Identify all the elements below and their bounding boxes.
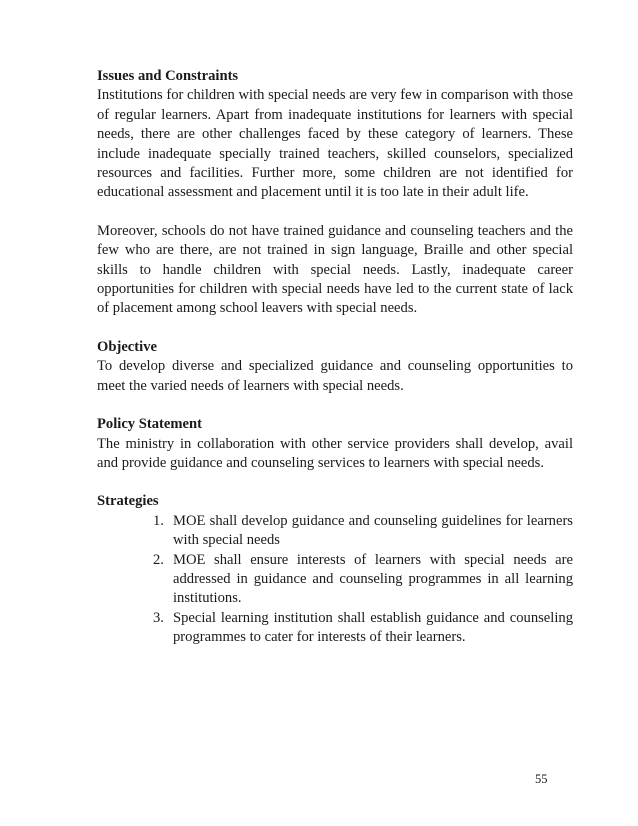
strategies-list bbox=[97, 512, 573, 648]
spacer bbox=[97, 396, 573, 415]
objective-paragraph: To develop diverse and specialized guidance and counseling opportunities to meet the varied needs of learners with special needs. bbox=[97, 358, 573, 394]
list-item-number: 3. bbox=[153, 609, 164, 626]
list-item-text: MOE shall develop guidance and counseling guidelines for learners with special needs bbox=[173, 512, 573, 549]
list-item bbox=[97, 551, 573, 609]
spacer bbox=[97, 473, 573, 492]
policy-heading: Policy Statement bbox=[97, 416, 202, 433]
page-number: 55 bbox=[535, 772, 548, 786]
issues-paragraph-2: Moreover, schools do not have trained guidance and counseling teachers and the few who are there, are not trained in sign language, Braille and other special skills to handle children with special needs. Lastly, inadequate career opportunities for children with special needs have led to the current state of lack of placement among school leavers with special needs. bbox=[97, 222, 573, 317]
policy-paragraph: The ministry in collaboration with other service providers shall develop, avail and provide guidance and counseling services to learners with special needs. bbox=[97, 435, 573, 471]
spacer bbox=[97, 203, 573, 222]
list-item bbox=[97, 512, 573, 551]
list-item-text: MOE shall ensure interests of learners with special needs are addressed in guidance and counseling programmes in all learning institutions. bbox=[173, 551, 573, 607]
list-item-text: Special learning institution shall establish guidance and counseling programmes to cater for interests of their learners. bbox=[173, 609, 573, 646]
list-item-number: 2. bbox=[153, 551, 164, 568]
spacer bbox=[97, 319, 573, 338]
issues-paragraph-1: Institutions for children with special needs are very few in comparison with those of regular learners. Apart from inadequate institutions for learners with special needs, there are other challenges faced by these category of learners. These include inadequate specially trained teachers, skilled counselors, specialized resources and facilities. Further more, some children are not identified for educational assessment and placement until it is too late in their adult life. bbox=[97, 87, 573, 201]
list-item bbox=[97, 609, 573, 648]
strategies-heading: Strategies bbox=[97, 493, 159, 510]
issues-heading: Issues and Constraints bbox=[97, 68, 239, 84]
document-page bbox=[97, 67, 573, 648]
objective-heading: Objective bbox=[97, 338, 157, 355]
list-item-number: 1. bbox=[153, 512, 164, 529]
